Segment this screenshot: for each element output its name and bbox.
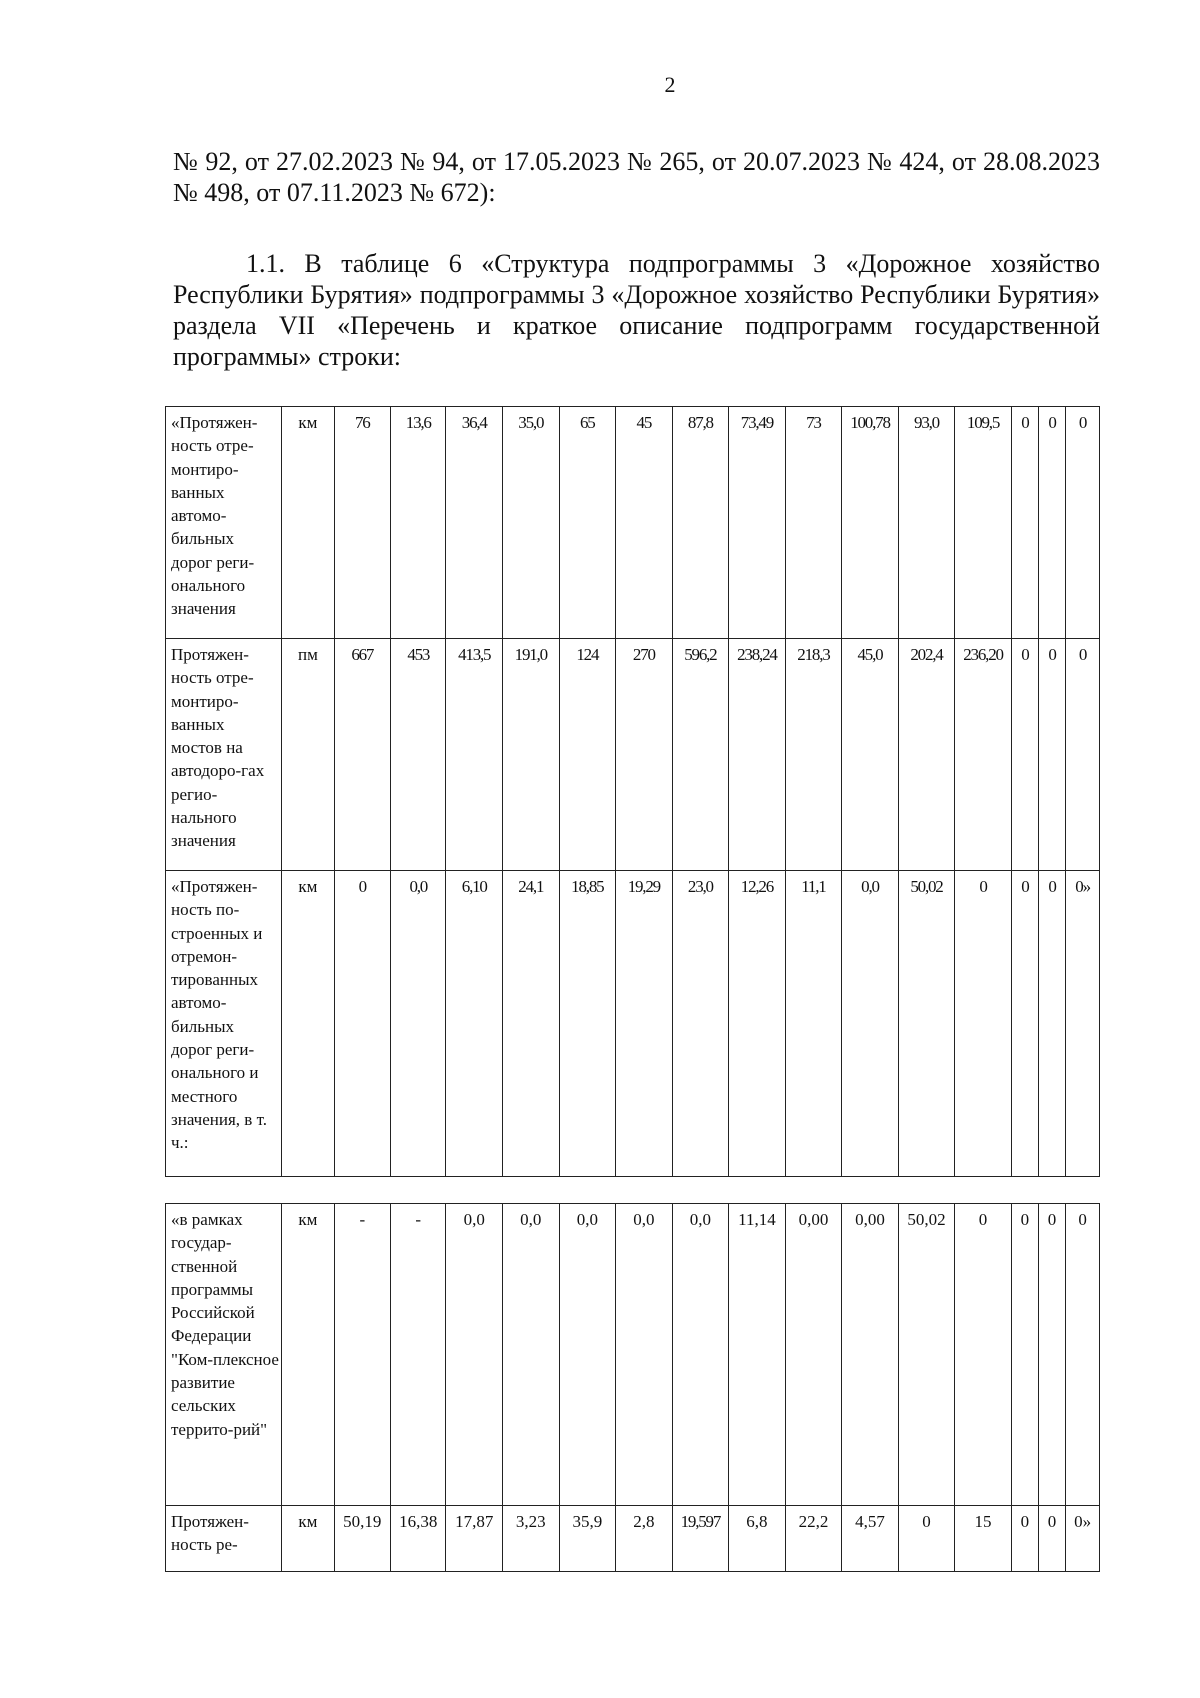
value-cell: 0,0 — [446, 1204, 503, 1506]
unit-cell: пм — [282, 639, 334, 871]
value-cell: 191,0 — [503, 639, 560, 871]
value-cell: 0 — [1011, 871, 1038, 1177]
value-cell: 0 — [955, 1204, 1012, 1506]
value-cell: 667 — [334, 639, 391, 871]
value-cell: 238,24 — [729, 639, 786, 871]
value-cell: 73 — [785, 407, 842, 639]
value-cell: 0,0 — [842, 871, 899, 1177]
unit-cell: км — [282, 407, 334, 639]
value-cell: 0 — [898, 1506, 955, 1572]
value-cell: 13,6 — [391, 407, 446, 639]
value-cell: 6,10 — [446, 871, 503, 1177]
value-cell: 11,1 — [785, 871, 842, 1177]
value-cell: 0,00 — [785, 1204, 842, 1506]
value-cell: 3,23 — [503, 1506, 560, 1572]
value-cell: 0 — [1011, 1204, 1038, 1506]
value-cell: 2,8 — [616, 1506, 673, 1572]
value-cell: 0 — [1038, 407, 1065, 639]
table-row — [166, 639, 1100, 871]
value-cell: 453 — [391, 639, 446, 871]
indicator-name-cell: «Протяжен-ность отре-монтиро-ванных автомо-бильных дорог реги-онального значения — [166, 407, 282, 639]
indicators-table-2 — [165, 1203, 1100, 1572]
value-cell: 0 — [1066, 407, 1100, 639]
value-cell: 0 — [1011, 1506, 1038, 1572]
value-cell: 15 — [955, 1506, 1012, 1572]
value-cell: 45,0 — [842, 639, 899, 871]
value-cell: 100,78 — [842, 407, 899, 639]
value-cell: 18,85 — [559, 871, 616, 1177]
value-cell: 11,14 — [729, 1204, 786, 1506]
value-cell: 0 — [1038, 871, 1065, 1177]
value-cell: 0» — [1066, 1506, 1100, 1572]
unit-cell: км — [282, 1204, 334, 1506]
value-cell: 0,0 — [672, 1204, 729, 1506]
indicator-name-cell: «в рамках государ-ственной программы Российской Федерации "Ком-плексное развитие сельских террито-рий" — [166, 1204, 282, 1506]
intro-paragraph: № 92, от 27.02.2023 № 94, от 17.05.2023 № 265, от 20.07.2023 № 424, от 28.08.2023 № 498, от 07.11.2023 № 672): — [173, 147, 1100, 207]
item-paragraph: 1.1. В таблице 6 «Структура подпрограммы 3 «Дорожное хозяйство Республики Бурятия» подпрограммы 3 «Дорожное хозяйство Республики Бурятия» раздела VII «Перечень и краткое описание подпрограмм государственной программы» строки: — [173, 249, 1100, 371]
value-cell: 0 — [334, 871, 391, 1177]
value-cell: 124 — [559, 639, 616, 871]
value-cell: 270 — [616, 639, 673, 871]
value-cell: 65 — [559, 407, 616, 639]
value-cell: 0,00 — [842, 1204, 899, 1506]
value-cell: 0 — [1011, 639, 1038, 871]
value-cell: 19,597 — [672, 1506, 729, 1572]
value-cell: 0 — [1038, 639, 1065, 871]
value-cell: 0 — [1066, 1204, 1100, 1506]
value-cell: 50,19 — [334, 1506, 391, 1572]
value-cell: 87,8 — [672, 407, 729, 639]
value-cell: 0,0 — [559, 1204, 616, 1506]
value-cell: 0,0 — [503, 1204, 560, 1506]
value-cell: 93,0 — [898, 407, 955, 639]
value-cell: 0 — [955, 871, 1012, 1177]
value-cell: 35,9 — [559, 1506, 616, 1572]
value-cell: 218,3 — [785, 639, 842, 871]
value-cell: 0,0 — [391, 871, 446, 1177]
value-cell: 50,02 — [898, 871, 955, 1177]
value-cell: 50,02 — [898, 1204, 955, 1506]
value-cell: 36,4 — [446, 407, 503, 639]
indicator-name-cell: «Протяжен-ность по-строенных и отремон-тированных автомо-бильных дорог реги-онального и местного значения, в т. ч.: — [166, 871, 282, 1177]
value-cell: 17,87 — [446, 1506, 503, 1572]
value-cell: 6,8 — [729, 1506, 786, 1572]
value-cell: 73,49 — [729, 407, 786, 639]
table-row — [166, 407, 1100, 639]
value-cell: 19,29 — [616, 871, 673, 1177]
indicator-name-cell: Протяжен-ность ре- — [166, 1506, 282, 1572]
table-row — [166, 1506, 1100, 1572]
value-cell: 22,2 — [785, 1506, 842, 1572]
value-cell: 45 — [616, 407, 673, 639]
value-cell: 35,0 — [503, 407, 560, 639]
value-cell: 16,38 — [391, 1506, 446, 1572]
value-cell: 0 — [1038, 1506, 1065, 1572]
unit-cell: км — [282, 1506, 334, 1572]
value-cell: - — [334, 1204, 391, 1506]
table-row — [166, 1204, 1100, 1506]
value-cell: 0,0 — [616, 1204, 673, 1506]
value-cell: 596,2 — [672, 639, 729, 871]
value-cell: 0 — [1011, 407, 1038, 639]
value-cell: 4,57 — [842, 1506, 899, 1572]
value-cell: 236,20 — [955, 639, 1012, 871]
value-cell: 0 — [1038, 1204, 1065, 1506]
value-cell: 0» — [1066, 871, 1100, 1177]
indicator-name-cell: Протяжен-ность отре-монтиро-ванных мостов на автодоро-гах регио-нального значения — [166, 639, 282, 871]
value-cell: 24,1 — [503, 871, 560, 1177]
value-cell: 109,5 — [955, 407, 1012, 639]
indicators-table-1 — [165, 406, 1100, 1177]
page-number: 2 — [664, 72, 676, 97]
value-cell: 23,0 — [672, 871, 729, 1177]
value-cell: 413,5 — [446, 639, 503, 871]
value-cell: 202,4 — [898, 639, 955, 871]
value-cell: 76 — [334, 407, 391, 639]
table-row — [166, 871, 1100, 1177]
unit-cell: км — [282, 871, 334, 1177]
value-cell: 12,26 — [729, 871, 786, 1177]
value-cell: 0 — [1066, 639, 1100, 871]
value-cell: - — [391, 1204, 446, 1506]
